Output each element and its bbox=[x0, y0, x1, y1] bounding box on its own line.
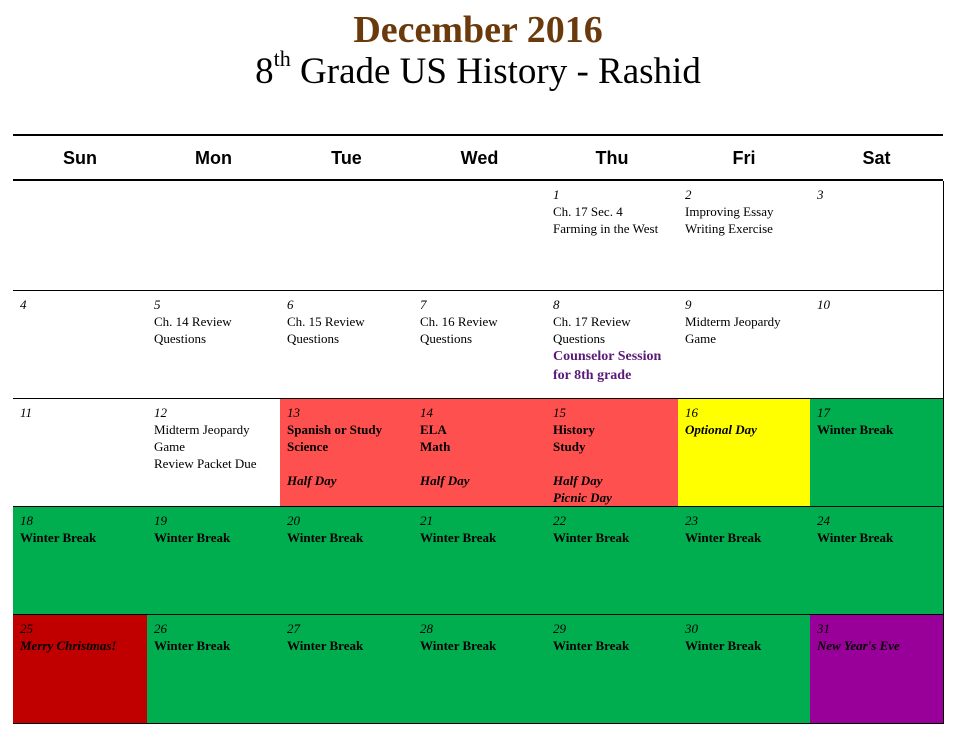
weekday-header-sat: Sat bbox=[862, 147, 891, 168]
event-text: for 8th grade bbox=[553, 368, 632, 383]
event-text: Midterm Jeopardy bbox=[685, 314, 781, 329]
day-cell-27 bbox=[280, 615, 414, 724]
day-cell-10 bbox=[810, 291, 944, 399]
subtitle-text: Grade US History - Rashid bbox=[290, 51, 701, 92]
day-cell-2 bbox=[678, 181, 811, 291]
day-cell-24 bbox=[810, 507, 944, 615]
day-number: 28 bbox=[420, 621, 433, 636]
event-text: Ch. 16 Review bbox=[420, 314, 498, 329]
event-text: Winter Break bbox=[685, 638, 762, 653]
day-number: 12 bbox=[154, 405, 167, 420]
day-cell-4 bbox=[13, 291, 148, 399]
weekday-header-thu: Thu bbox=[595, 147, 629, 168]
calendar-month-title: December 2016 bbox=[353, 9, 603, 51]
event-text: Science bbox=[287, 439, 329, 454]
day-cell-5 bbox=[147, 291, 281, 399]
event-text: Winter Break bbox=[553, 638, 630, 653]
event-text: Math bbox=[420, 439, 451, 454]
event-text: Half Day bbox=[287, 473, 337, 488]
weekday-header-sun: Sun bbox=[63, 147, 97, 168]
event-text: Winter Break bbox=[420, 638, 497, 653]
empty-day-cell bbox=[413, 181, 547, 291]
day-cell-21 bbox=[413, 507, 547, 615]
day-cell-1 bbox=[546, 181, 679, 291]
day-cell-9 bbox=[678, 291, 811, 399]
event-text: Half Day bbox=[420, 473, 470, 488]
day-cell-18 bbox=[13, 507, 148, 615]
day-number: 30 bbox=[685, 621, 698, 636]
weekday-header-wed: Wed bbox=[460, 147, 499, 168]
day-number: 6 bbox=[287, 297, 294, 312]
day-number: 29 bbox=[553, 621, 566, 636]
day-cell-14 bbox=[413, 399, 547, 507]
event-text: Review Packet Due bbox=[154, 456, 257, 471]
event-text: Questions bbox=[154, 331, 206, 346]
event-text: Game bbox=[154, 439, 186, 454]
day-cell-22 bbox=[546, 507, 679, 615]
event-text: Spanish or Study bbox=[287, 422, 383, 437]
event-text: Winter Break bbox=[154, 638, 231, 653]
weekday-header-mon: Mon bbox=[195, 147, 232, 168]
day-cell-29 bbox=[546, 615, 679, 724]
day-cell-7 bbox=[413, 291, 547, 399]
day-number: 22 bbox=[553, 513, 566, 528]
event-text: Winter Break bbox=[20, 530, 97, 545]
day-number: 25 bbox=[20, 621, 33, 636]
day-number: 18 bbox=[20, 513, 33, 528]
day-number: 1 bbox=[553, 187, 560, 202]
spacer bbox=[287, 455, 413, 472]
day-number: 13 bbox=[287, 405, 300, 420]
grade-number: 8 bbox=[255, 51, 274, 92]
day-cell-12 bbox=[147, 399, 281, 507]
day-cell-11 bbox=[13, 399, 148, 507]
event-text: Winter Break bbox=[685, 530, 762, 545]
event-text: Winter Break bbox=[154, 530, 231, 545]
day-cell-19 bbox=[147, 507, 281, 615]
day-cell-25 bbox=[13, 615, 148, 724]
day-cell-15 bbox=[546, 399, 679, 507]
event-text: Winter Break bbox=[817, 422, 894, 437]
event-text: ELA bbox=[420, 422, 447, 437]
empty-day-cell bbox=[280, 181, 414, 291]
event-text: Winter Break bbox=[420, 530, 497, 545]
day-number: 14 bbox=[420, 405, 433, 420]
empty-day-cell bbox=[147, 181, 281, 291]
event-text: Half Day bbox=[553, 473, 603, 488]
day-cell-13 bbox=[280, 399, 414, 507]
event-text: Picnic Day bbox=[553, 490, 612, 505]
day-number: 8 bbox=[553, 297, 560, 312]
event-text: Counselor Session bbox=[553, 349, 662, 364]
day-cell-28 bbox=[413, 615, 547, 724]
weekday-header-tue: Tue bbox=[331, 147, 362, 168]
day-number: 20 bbox=[287, 513, 300, 528]
event-text: Winter Break bbox=[553, 530, 630, 545]
event-text: Improving Essay bbox=[685, 204, 774, 219]
day-number: 26 bbox=[154, 621, 167, 636]
day-cell-20 bbox=[280, 507, 414, 615]
event-text: Ch. 17 Sec. 4 bbox=[553, 204, 623, 219]
event-text: Questions bbox=[553, 331, 605, 346]
event-text: Merry Christmas! bbox=[20, 638, 117, 653]
event-text: Optional Day bbox=[685, 422, 757, 437]
day-number: 2 bbox=[685, 187, 692, 202]
day-number: 10 bbox=[817, 297, 830, 312]
day-number: 15 bbox=[553, 405, 566, 420]
event-text: Farming in the West bbox=[553, 221, 659, 236]
day-number: 16 bbox=[685, 405, 698, 420]
day-cell-6 bbox=[280, 291, 414, 399]
day-number: 31 bbox=[817, 621, 830, 636]
grade-suffix: th bbox=[273, 45, 291, 71]
event-text: Ch. 15 Review bbox=[287, 314, 365, 329]
event-text: Study bbox=[553, 439, 586, 454]
day-number: 23 bbox=[685, 513, 698, 528]
calendar-subtitle bbox=[0, 45, 956, 94]
day-number: 11 bbox=[20, 405, 33, 420]
day-cell-17 bbox=[810, 399, 944, 507]
event-text: Questions bbox=[420, 331, 472, 346]
day-cell-3 bbox=[810, 181, 944, 291]
event-text: Winter Break bbox=[287, 530, 364, 545]
spacer bbox=[420, 455, 546, 472]
event-text: History bbox=[553, 422, 595, 437]
day-number: 3 bbox=[817, 187, 824, 202]
event-text: Winter Break bbox=[287, 638, 364, 653]
day-number: 24 bbox=[817, 513, 830, 528]
day-number: 27 bbox=[287, 621, 300, 636]
day-number: 17 bbox=[817, 405, 830, 420]
event-text: Questions bbox=[287, 331, 339, 346]
event-text: Writing Exercise bbox=[685, 221, 773, 236]
event-text: Ch. 17 Review bbox=[553, 314, 631, 329]
day-number: 21 bbox=[420, 513, 433, 528]
day-cell-8 bbox=[546, 291, 679, 399]
day-cell-23 bbox=[678, 507, 811, 615]
event-text: Ch. 14 Review bbox=[154, 314, 232, 329]
day-number: 19 bbox=[154, 513, 167, 528]
day-number: 4 bbox=[20, 297, 27, 312]
day-cell-16 bbox=[678, 399, 811, 507]
day-cell-31 bbox=[810, 615, 944, 724]
day-number: 5 bbox=[154, 297, 161, 312]
empty-day-cell bbox=[13, 181, 148, 291]
event-text: Midterm Jeopardy bbox=[154, 422, 250, 437]
day-cell-30 bbox=[678, 615, 811, 724]
event-text: Winter Break bbox=[817, 530, 894, 545]
day-number: 7 bbox=[420, 297, 427, 312]
event-text: New Year's Eve bbox=[817, 638, 900, 653]
weekday-header-fri: Fri bbox=[732, 147, 756, 168]
spacer bbox=[553, 455, 678, 472]
day-number: 9 bbox=[685, 297, 692, 312]
calendar-grid bbox=[13, 179, 943, 722]
day-cell-26 bbox=[147, 615, 281, 724]
event-text: Game bbox=[685, 331, 717, 346]
